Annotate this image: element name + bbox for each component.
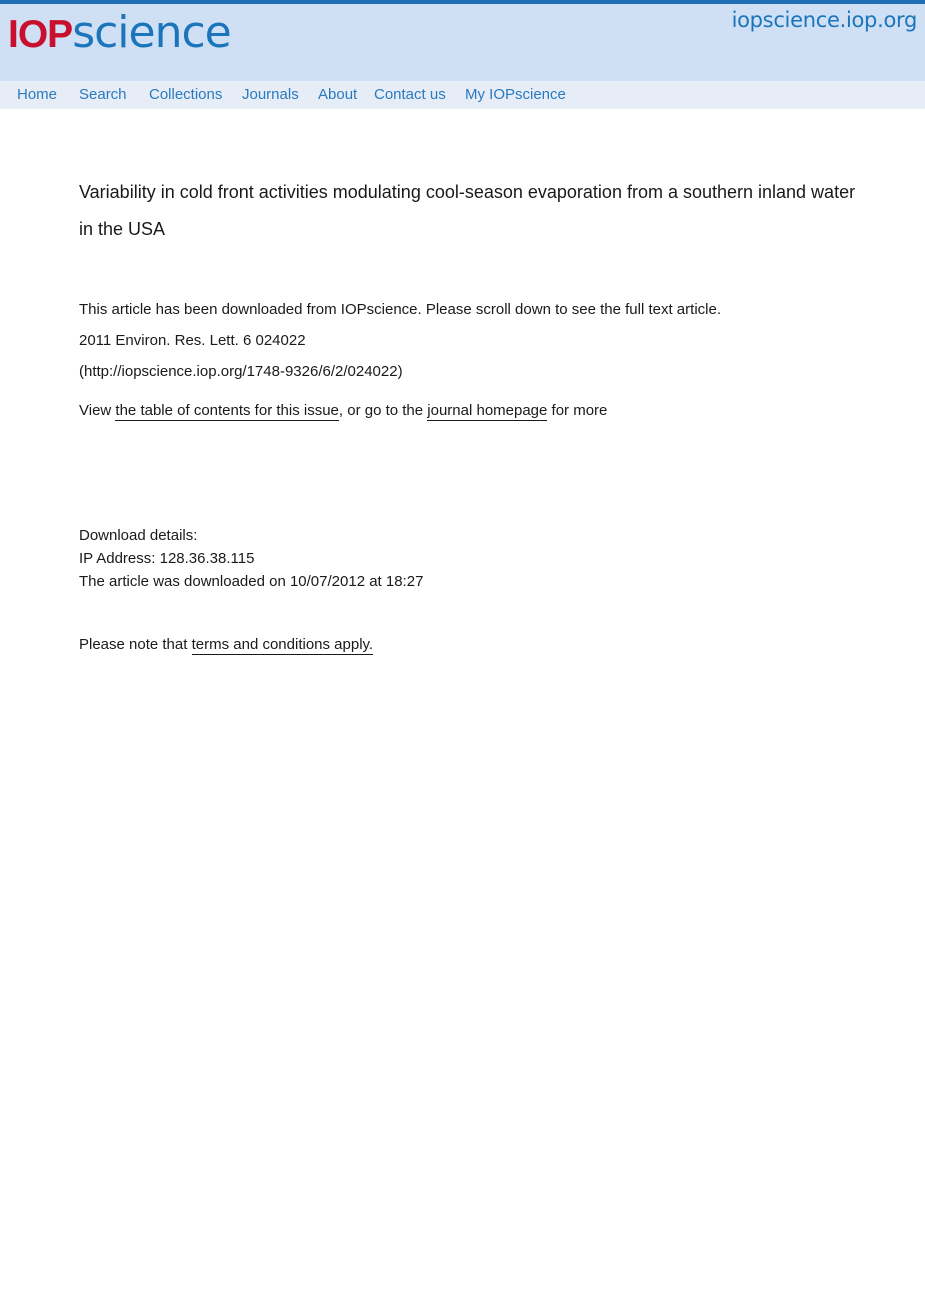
logo-science-text: science bbox=[72, 7, 231, 58]
article-citation: 2011 Environ. Res. Lett. 6 024022 bbox=[79, 332, 306, 349]
terms-prefix: Please note that bbox=[79, 636, 192, 653]
logo-iop-text: IOP bbox=[8, 13, 73, 56]
download-details-heading: Download details: bbox=[79, 527, 198, 544]
journal-homepage-link[interactable]: journal homepage bbox=[427, 402, 548, 419]
view-middle: , or go to the bbox=[338, 402, 428, 419]
nav-journals[interactable]: Journals bbox=[242, 86, 299, 103]
main-navigation bbox=[0, 81, 925, 109]
terms-note bbox=[79, 636, 373, 653]
article-url: (http://iopscience.iop.org/1748-9326/6/2/024022) bbox=[79, 363, 403, 380]
view-links-line bbox=[79, 402, 607, 419]
nav-about[interactable]: About bbox=[318, 86, 358, 103]
ip-address: IP Address: 128.36.38.115 bbox=[79, 550, 255, 567]
view-suffix: for more bbox=[547, 402, 608, 419]
nav-collections[interactable]: Collections bbox=[149, 86, 223, 103]
nav-home[interactable]: Home bbox=[17, 86, 58, 103]
nav-contact-us[interactable]: Contact us bbox=[374, 86, 446, 103]
site-header bbox=[0, 4, 925, 81]
download-notice: This article has been downloaded from IOPscience. Please scroll down to see the full text article. bbox=[79, 301, 721, 318]
article-title: Variability in cold front activities modulating cool-season evaporation from a southern inland water in the USA bbox=[79, 182, 856, 239]
toc-link[interactable]: the table of contents for this issue bbox=[115, 402, 339, 419]
terms-and-conditions-link[interactable]: terms and conditions apply. bbox=[191, 636, 374, 653]
nav-search[interactable]: Search bbox=[79, 86, 127, 103]
view-prefix: View bbox=[79, 402, 116, 419]
iopscience-logo[interactable] bbox=[8, 8, 231, 58]
site-url-link[interactable]: iopscience.iop.org bbox=[731, 8, 917, 32]
download-timestamp: The article was downloaded on 10/07/2012 at 18:27 bbox=[79, 573, 424, 590]
nav-my-iopscience[interactable]: My IOPscience bbox=[465, 86, 566, 103]
